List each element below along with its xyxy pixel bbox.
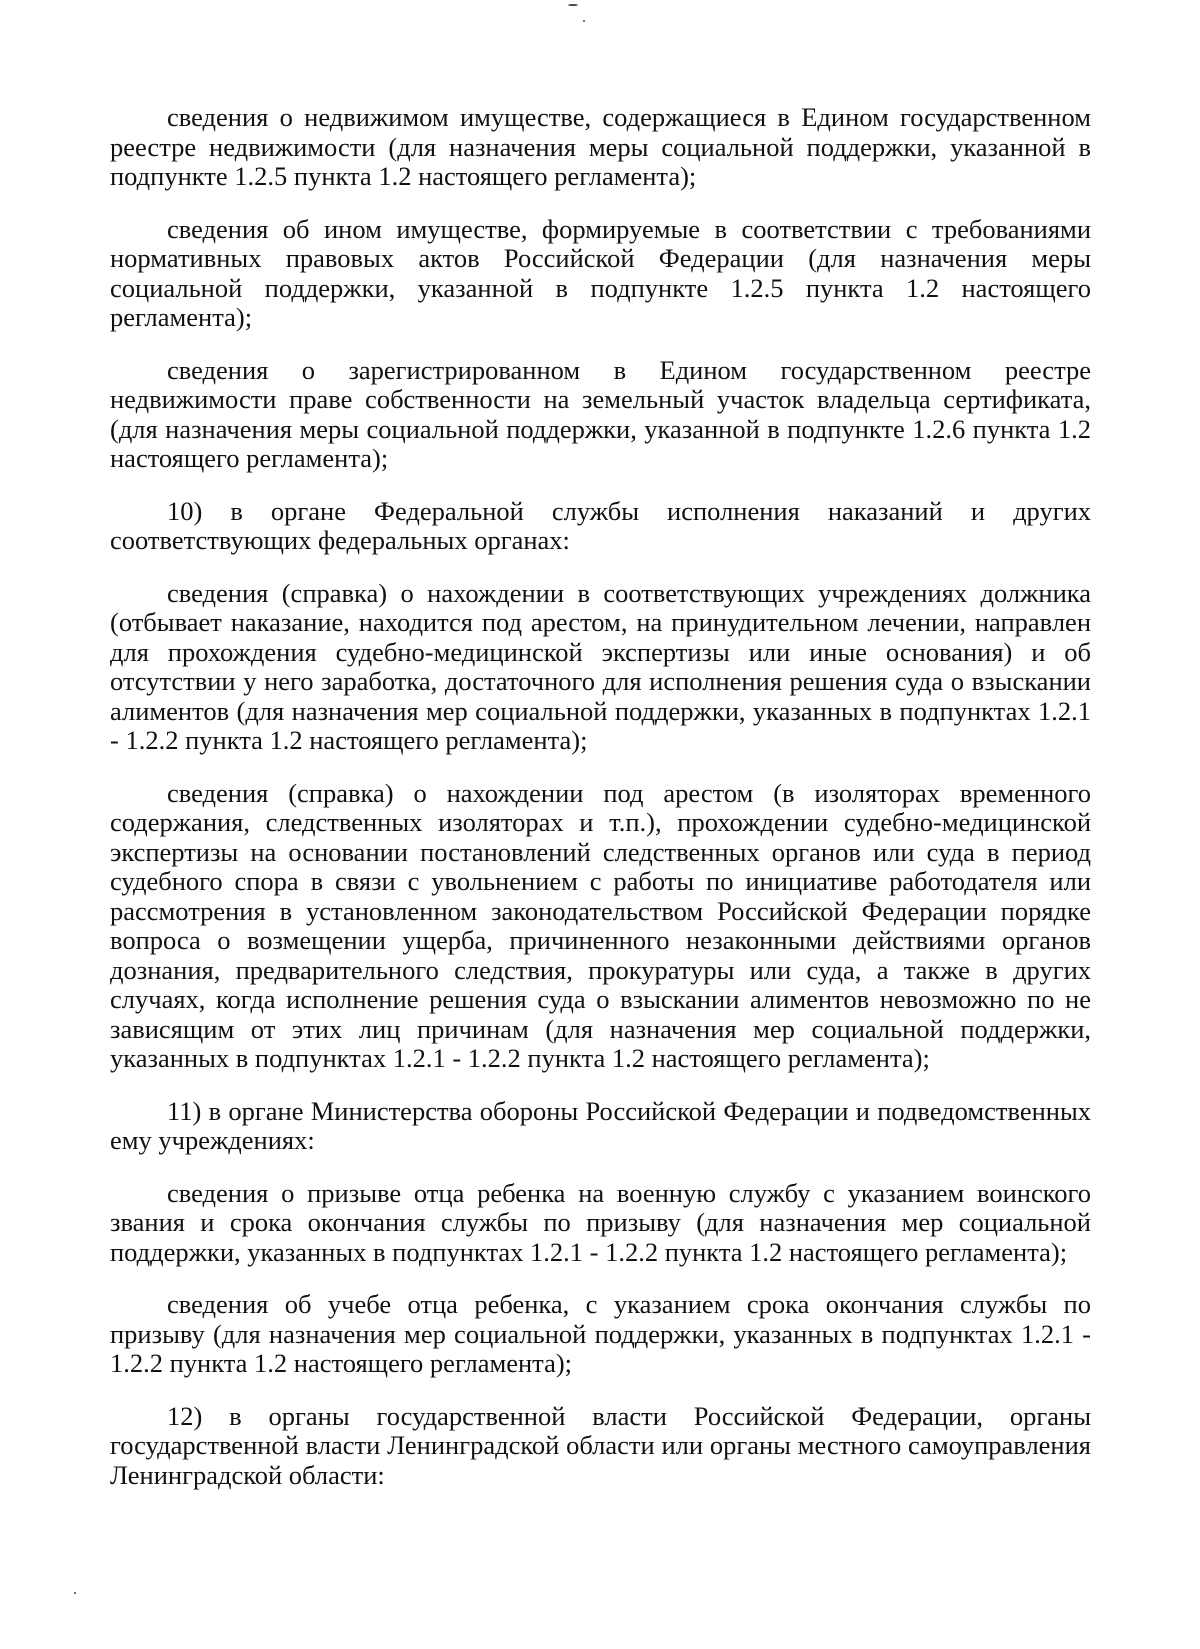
paragraph-arrest-certificate: сведения (справка) о нахождении под арестом (в изоляторах временного содержания, следственных изоляторах и т.п.), прохождении судебно-медицинской экспертизы на основании постановлений следственных органов или суда в период судебного спора в связи с увольнением с работы по инициативе работодателя или рассмотрения в установленном законодательством Российской Федерации порядке вопроса о возмещении ущерба, причиненного незаконными действиями органов дознания, предварительного следствия, прокуратуры или суда, а также в других случаях, когда исполнение решения суда о взыскании алиментов невозможно по не зависящим от этих лиц причинам (для назначения мер социальной поддержки, указанных в подпунктах 1.2.1 - 1.2.2 пункта 1.2 настоящего регламента);	[110, 777, 1091, 1073]
paragraph-father-study: сведения об учебе отца ребенка, с указанием срока окончания службы по призыву (для назначения мер социальной поддержки, указанных в подпунктах 1.2.1 - 1.2.2 пункта 1.2 настоящего регламента);	[110, 1289, 1091, 1378]
paragraph-real-estate-egrn: сведения о недвижимом имуществе, содержащиеся в Едином государственном реестре недвижимости (для назначения меры социальной поддержки, указанной в подпункте 1.2.5 пункта 1.2 настоящего регламента);	[110, 102, 1091, 191]
paragraph-item-12-government-bodies: 12) в органы государственной власти Российской Федерации, органы государственной власти Ленинградской области или органы местного самоуправления Ленинградской области:	[110, 1400, 1091, 1490]
paragraph-military-draft: сведения о призыве отца ребенка на военную службу с указанием воинского звания и срока окончания службы по призыву (для назначения мер социальной поддержки, указанных в подпунктах 1.2.1 - 1.2.2 пункта 1.2 настоящего регламента);	[110, 1177, 1091, 1267]
paragraph-item-11-defense-ministry: 11) в органе Министерства обороны Российской Федерации и подведомственных ему учреждениях:	[110, 1095, 1091, 1155]
paragraph-debtor-detention: сведения (справка) о нахождении в соответствующих учреждениях должника (отбывает наказание, находится под арестом, на принудительном лечении, направлен для прохождения судебно-медицинской экспертизы или иные основания) и об отсутствии у него заработка, достаточного для исполнения решения суда о взыскании алиментов (для назначения мер социальной поддержки, указанных в подпунктах 1.2.1 - 1.2.2 пункта 1.2 настоящего регламента);	[110, 577, 1091, 755]
paragraph-item-10-fsin: 10) в органе Федеральной службы исполнения наказаний и других соответствующих федеральных органах:	[110, 495, 1091, 555]
scan-artifact	[74, 1592, 76, 1594]
paragraph-land-ownership: сведения о зарегистрированном в Едином государственном реестре недвижимости праве собственности на земельный участок владельца сертификата, (для назначения меры социальной поддержки, указанной в подпункте 1.2.6 пункта 1.2 настоящего регламента);	[110, 354, 1091, 473]
scan-artifact	[583, 20, 585, 22]
scan-artifact	[568, 4, 578, 6]
paragraph-other-property: сведения об ином имуществе, формируемые в соответствии с требованиями нормативных правовых актов Российской Федерации (для назначения меры социальной поддержки, указанной в подпункте 1.2.5 пункта 1.2 настоящего регламента);	[110, 213, 1091, 332]
document-body	[110, 103, 1091, 1513]
